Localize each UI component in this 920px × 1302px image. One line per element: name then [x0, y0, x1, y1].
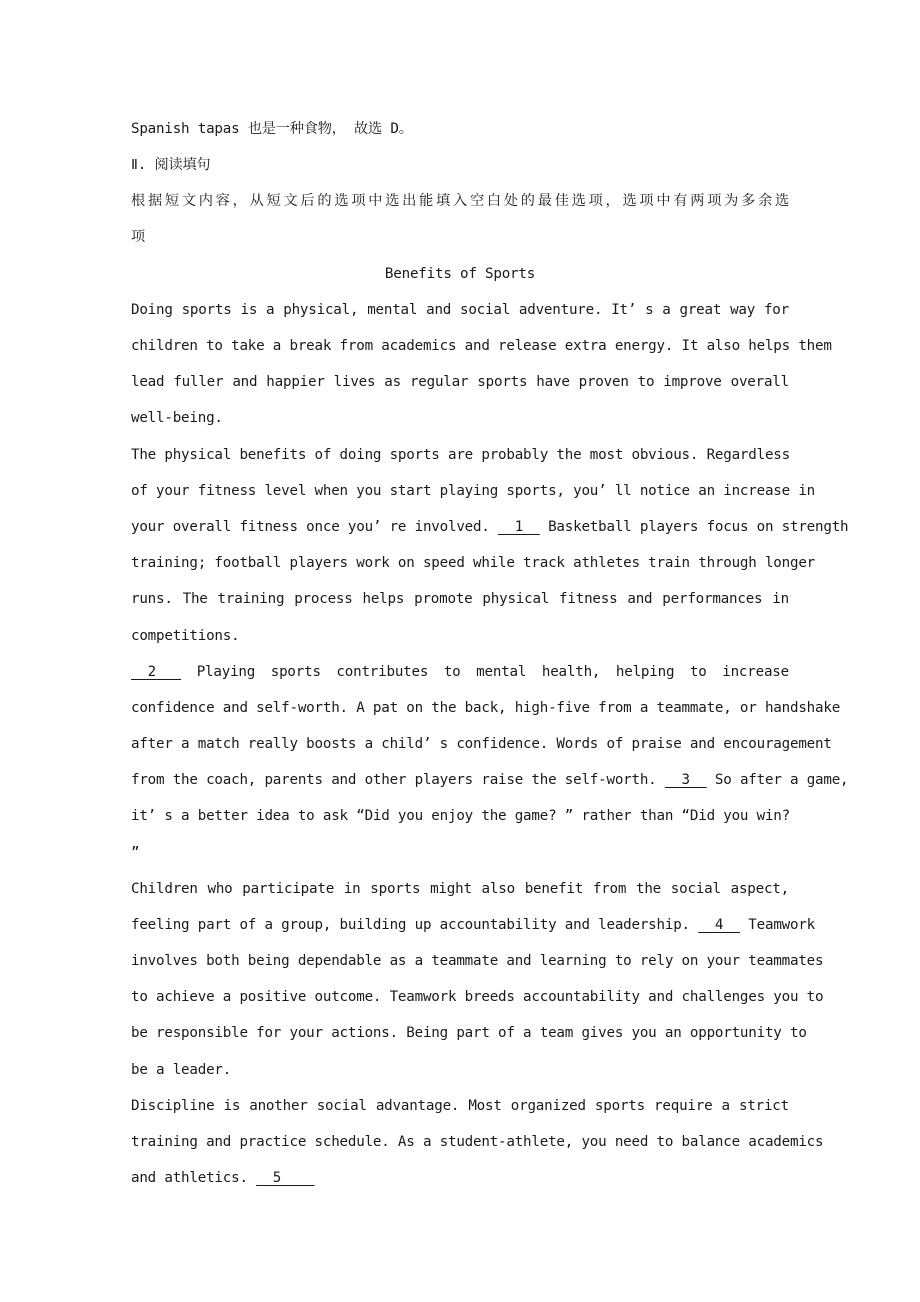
- paragraph-p4-line: involves both being dependable as a teammate and learning to rely on your teammates: [131, 953, 824, 970]
- paragraph-p3-line: ”: [131, 844, 140, 861]
- paragraph-p2-line: of your fitness level when you start playing sports, you’ ll notice an increase in: [131, 483, 816, 500]
- instructions-line-2: 项: [131, 229, 145, 245]
- paragraph-p3-line: it’ s a better idea to ask “Did you enjoy the game? ” rather than “Did you win?: [131, 808, 790, 825]
- instructions-line-1: 根据短文内容，从短文后的选项中选出能填入空白处的最佳选项，选项中有两项为多余选: [131, 193, 789, 209]
- paragraph-p4-line: Children who participate in sports might also benefit from the social aspect,: [131, 881, 789, 897]
- paragraph-p3-line: confidence and self-worth. A pat on the back, high-five from a teammate, or handshake: [131, 700, 841, 717]
- paragraph-p3-line: 2 Playing sports contributes to mental health, helping to increase: [131, 664, 789, 680]
- blank-4: 4: [698, 917, 740, 934]
- answer-explanation-line: Spanish tapas 也是一种食物， 故选 D。: [131, 121, 413, 137]
- blank-2: 2: [131, 664, 182, 680]
- paragraph-p5-line: Discipline is another social advantage. Most organized sports require a strict: [131, 1098, 789, 1114]
- paragraph-p3-line: from the coach, parents and other players raise the self-worth. 3 So after a game,: [131, 772, 849, 789]
- paragraph-p5-line: training and practice schedule. As a student-athlete, you need to balance academics: [131, 1134, 824, 1151]
- blank-3: 3: [664, 772, 707, 789]
- paragraph-p1-line: well-being.: [131, 410, 223, 427]
- paragraph-p2-line: competitions.: [131, 627, 240, 644]
- paragraph-p2-line: your overall fitness once you’ re involved. 1 Basketball players focus on strength: [131, 519, 849, 536]
- paragraph-p4-line: be a leader.: [131, 1061, 232, 1078]
- paragraph-p5-line: and athletics. 5: [131, 1170, 315, 1187]
- section-heading: Ⅱ. 阅读填句: [131, 157, 211, 173]
- paragraph-p2-line: training; football players work on speed while track athletes train through longer: [131, 555, 816, 572]
- paragraph-p1-line: children to take a break from academics and release extra energy. It also helps them: [131, 338, 832, 355]
- passage-title: Benefits of Sports: [384, 266, 536, 282]
- paragraph-p1-line: lead fuller and happier lives as regular sports have proven to improve overall: [131, 374, 789, 391]
- blank-1: 1: [498, 519, 540, 536]
- paragraph-p2-line: runs. The training process helps promote physical fitness and performances in: [131, 591, 789, 608]
- paragraph-p4-line: be responsible for your actions. Being part of a team gives you an opportunity to: [131, 1025, 807, 1042]
- paragraph-p4-line: feeling part of a group, building up accountability and leadership. 4 Teamwork: [131, 917, 816, 934]
- paragraph-p1-line: Doing sports is a physical, mental and social adventure. It’ s a great way for: [131, 302, 789, 318]
- paragraph-p3-line: after a match really boosts a child’ s confidence. Words of praise and encouragement: [131, 736, 832, 753]
- paragraph-p4-line: to achieve a positive outcome. Teamwork breeds accountability and challenges you to: [131, 989, 824, 1006]
- blank-5: 5: [256, 1170, 315, 1187]
- paragraph-p2-line: The physical benefits of doing sports are probably the most obvious. Regardless: [131, 447, 790, 463]
